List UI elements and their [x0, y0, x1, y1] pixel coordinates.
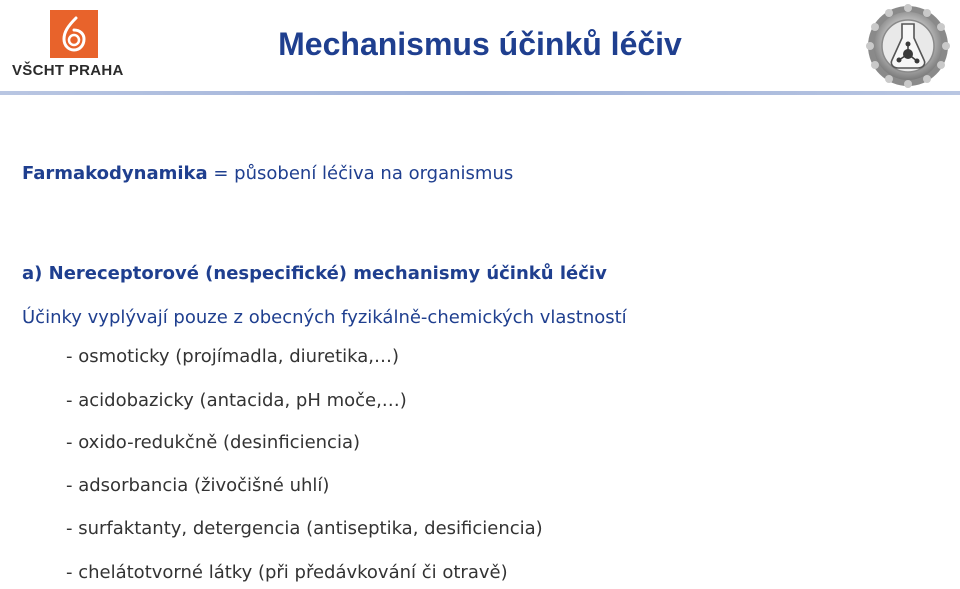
- list-item: - acidobazicky (antacida, pH moče,…): [66, 390, 407, 411]
- section-intro: Účinky vyplývají pouze z obecných fyzikálně-chemických vlastností: [22, 307, 627, 328]
- definition-term: Farmakodynamika: [22, 163, 208, 184]
- logo-text: VŠCHT PRAHA: [12, 62, 124, 79]
- list-item: - oxido-redukčně (desinficiencia): [66, 432, 361, 453]
- page-title: Mechanismus účinků léčiv: [278, 26, 682, 62]
- list-item: - chelátotvorné látky (při předávkování či otravě): [66, 562, 508, 583]
- slide-header: [0, 0, 960, 96]
- list-item: - adsorbancia (živočišné uhlí): [66, 475, 330, 496]
- definition-line: [22, 162, 513, 186]
- list-item: - surfaktanty, detergencia (antiseptika, desificiencia): [66, 518, 543, 539]
- department-seal-icon: [866, 4, 950, 88]
- list-item: - osmoticky (projímadla, diuretika,…): [66, 346, 400, 367]
- header-divider: [0, 91, 960, 95]
- section-heading: a) Nereceptorové (nespecifické) mechanismy účinků léčiv: [22, 263, 607, 284]
- definition-text: = působení léčiva na organismus: [207, 163, 514, 184]
- slide-content: [0, 96, 960, 589]
